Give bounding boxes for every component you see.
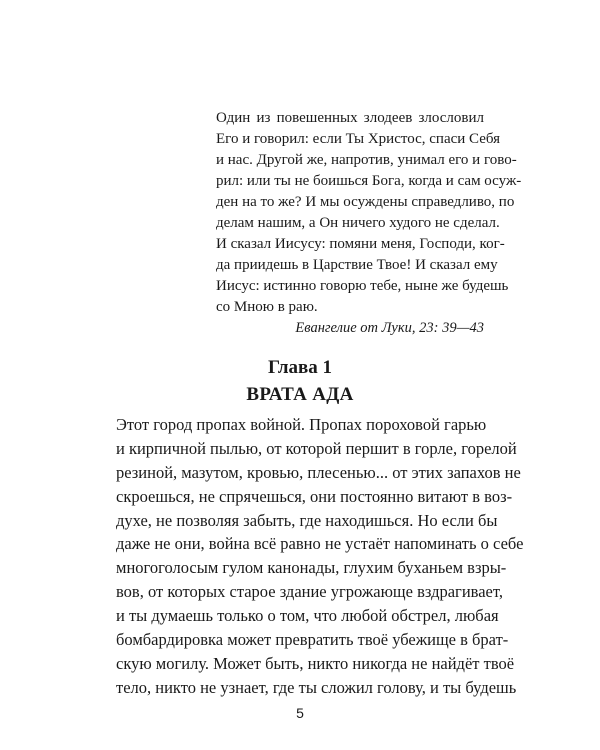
body-line: тело, никто не узнает, где ты сложил голову, и ты будешь bbox=[116, 677, 517, 697]
body-line: даже не они, война всё равно не устаёт напоминать о себе bbox=[116, 534, 524, 554]
page-number: 5 bbox=[296, 705, 304, 721]
body-line: многоголосым гулом канонады, глухим буханьем взры- bbox=[116, 558, 507, 578]
chapter-title: ВРАТА АДА bbox=[246, 384, 354, 405]
epigraph-line: ден на то же? И мы осуждены справедливо, по bbox=[216, 194, 515, 210]
epigraph-line: делам нашим, а Он ничего худого не сделал. bbox=[216, 215, 500, 231]
epigraph-line: со Мною в раю. bbox=[216, 299, 318, 315]
epigraph-line: Его и говорил: если Ты Христос, спаси Себя bbox=[216, 131, 501, 147]
body-line: бомбардировка может превратить твоё убежище в брат- bbox=[116, 630, 509, 650]
epigraph bbox=[216, 108, 522, 339]
chapter-number: Глава 1 bbox=[267, 357, 333, 378]
body-line: и ты думаешь только о том, что любой обстрел, любая bbox=[116, 606, 499, 626]
body-line: резиной, мазутом, кровью, плесенью... от этих запахов не bbox=[116, 462, 521, 482]
body-line: духе, не позволяя забыть, где находишься. Но если бы bbox=[116, 510, 498, 530]
epigraph-line: да приидешь в Царствие Твое! И сказал ему bbox=[216, 257, 498, 273]
body-line: скроешься, не спрячешься, они постоянно витают в воз- bbox=[116, 486, 513, 506]
body-line: и кирпичной пылью, от которой першит в горле, горелой bbox=[116, 438, 517, 458]
epigraph-line: И сказал Иисусу: помяни меня, Господи, ког- bbox=[216, 236, 505, 252]
body-line: Этот город пропах войной. Пропах пороховой гарью bbox=[116, 415, 487, 434]
body-text bbox=[116, 413, 524, 700]
epigraph-line: рил: или ты не боишься Бога, когда и сам осуж- bbox=[216, 173, 522, 189]
epigraph-line: Иисус: истинно говорю тебе, ныне же будешь bbox=[216, 278, 509, 294]
epigraph-line: Один из повешенных злодеев злословил bbox=[216, 110, 484, 126]
epigraph-source: Евангелие от Луки, 23: 39—43 bbox=[295, 320, 484, 336]
body-line: скую могилу. Может быть, никто никогда не найдёт твоё bbox=[116, 653, 515, 673]
body-line: вов, от которых старое здание угрожающе вздрагивает, bbox=[116, 582, 503, 602]
epigraph-line: и нас. Другой же, напротив, унимал его и гово- bbox=[216, 152, 517, 168]
